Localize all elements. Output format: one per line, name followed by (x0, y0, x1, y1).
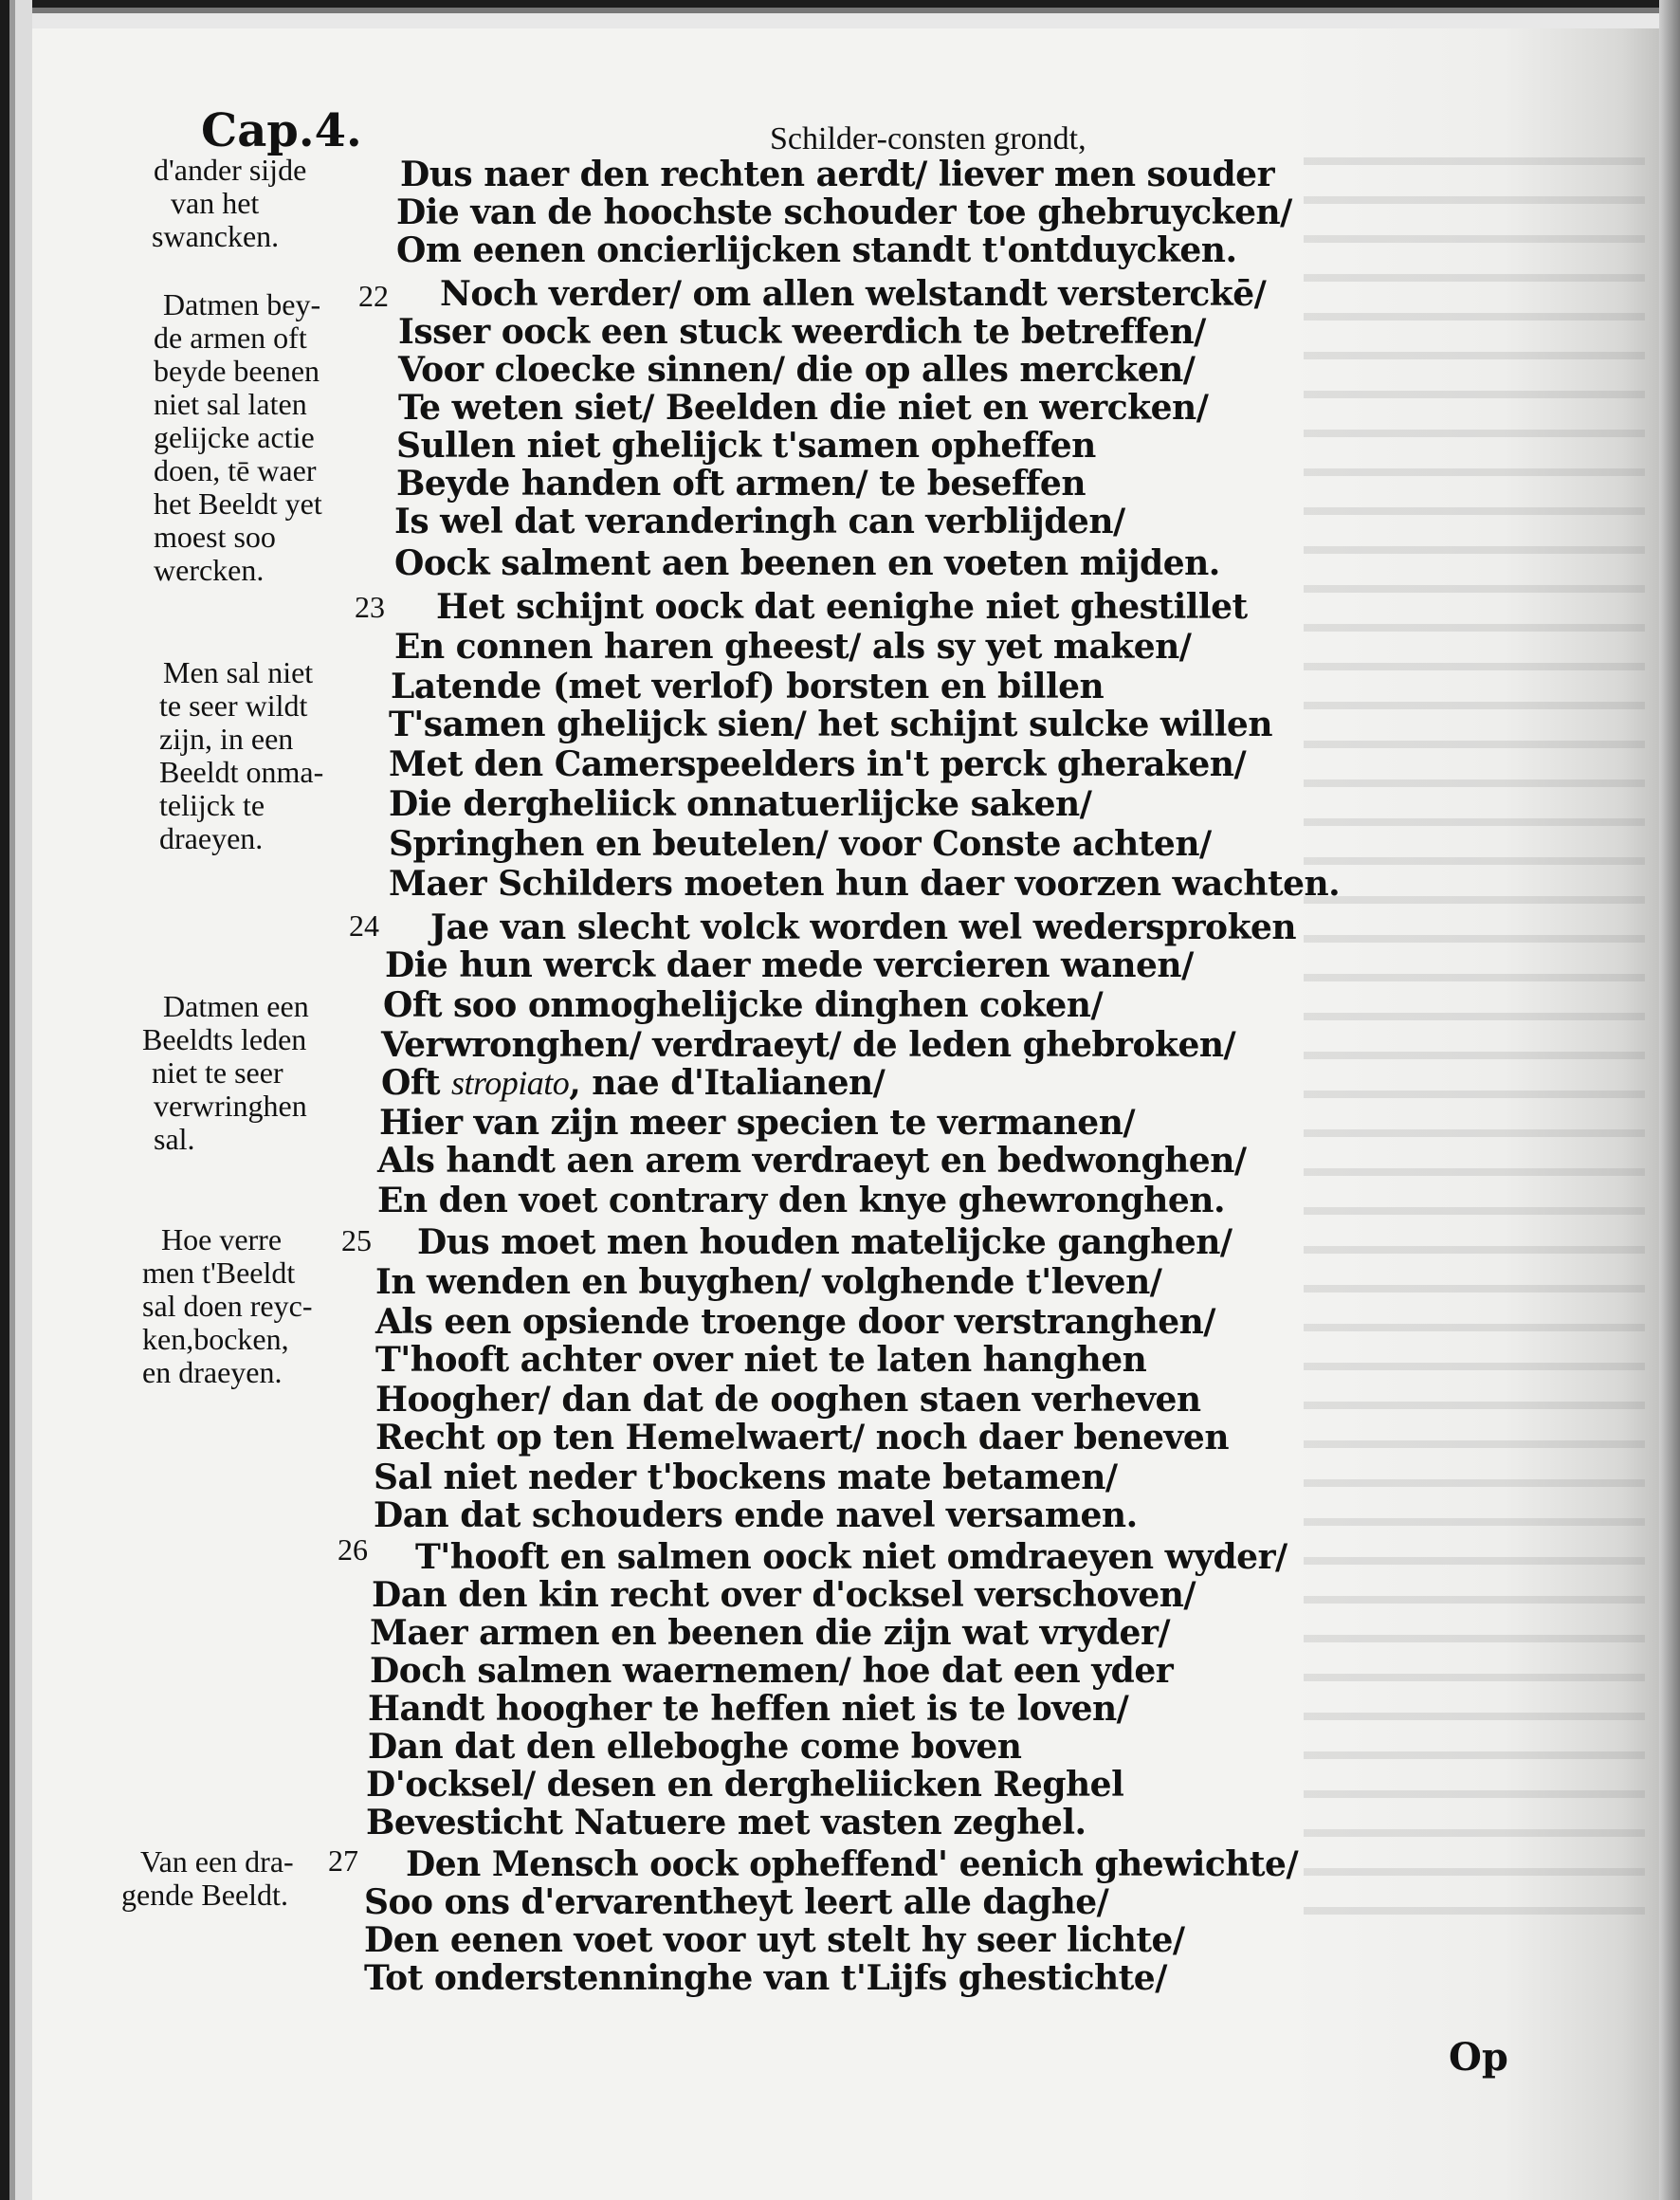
margin-note (154, 288, 381, 587)
margin-note-line: gelijcke actie (154, 420, 315, 454)
verse-line: Met den Camerspeelders in't perck gheraken/ (389, 744, 1247, 784)
verse-line: Soo ons d'ervarentheyt leert alle daghe/ (364, 1882, 1109, 1922)
margin-note-line: niet te seer (152, 1055, 283, 1090)
margin-note-line: Beeldts leden (142, 1022, 307, 1056)
chapter-heading: Cap.4. (201, 104, 362, 157)
verse-line: Oock salment aen beenen en voeten mijden. (394, 543, 1220, 583)
verse-line: Dus naer den rechten aerdt/ liever men souder (400, 155, 1275, 194)
verse-line: Hoogher/ dan dat de ooghen staen verheven (375, 1380, 1201, 1420)
margin-note-line: swancken. (152, 219, 280, 253)
italic-word: stropiato (451, 1064, 570, 1102)
margin-note-line: gende Beeldt. (121, 1878, 288, 1912)
margin-note-line: zijn, in een (159, 722, 294, 756)
verse-line: Isser oock een stuck weerdich te betreffen/ (398, 312, 1206, 352)
margin-note-line: d'ander sijde (154, 153, 307, 187)
margin-note-line: de armen oft (154, 321, 307, 355)
margin-note-line: Beeldt onma- (159, 755, 324, 789)
verse-line: T'samen ghelijck sien/ het schijnt sulcke willen (389, 705, 1272, 744)
margin-note (142, 1223, 370, 1389)
margin-note-line: het Beeldt yet (154, 486, 322, 521)
verse-line: Die hun werck daer mede vercieren wanen/ (385, 945, 1194, 985)
verse-line: D'ocksel/ desen en dergheliicken Reghel (366, 1765, 1124, 1805)
page-gutter-shadow (0, 0, 32, 2200)
catchword: Op (1449, 2035, 1508, 2080)
verse-line: Dus moet men houden matelijcke ganghen/ (417, 1222, 1233, 1262)
margin-note-line: draeyen. (159, 821, 264, 855)
verse-line: T'hooft achter over niet te laten hanghen (375, 1340, 1147, 1380)
facing-page-edge (1289, 28, 1680, 2200)
margin-note-line: Van een dra- (140, 1844, 294, 1879)
verse-line: Sal niet neder t'bockens mate betamen/ (374, 1458, 1118, 1497)
verse-line: Springhen en beutelen/ voor Conste achten/ (389, 824, 1212, 864)
margin-note-line: beyde beenen (154, 354, 320, 388)
stanza-number: 24 (349, 908, 379, 943)
margin-note (159, 656, 387, 855)
verse-line: Doch salmen waernemen/ hoe dat een yder (370, 1651, 1174, 1691)
margin-note-line: moest soo (154, 520, 276, 554)
verse-line: Recht op ten Hemelwaert/ noch daer beneven (375, 1418, 1229, 1458)
verse-line: Sullen niet ghelijck t'samen opheffen (396, 426, 1096, 466)
margin-note (152, 154, 379, 253)
margin-note-line: Hoe verre (161, 1222, 283, 1256)
verse-line: Is wel dat veranderingh can verblijden/ (394, 502, 1125, 541)
verse-line: Voor cloecke sinnen/ die op alles mercken/ (398, 350, 1196, 390)
verse-line: Het schijnt oock dat eenighe niet ghestillet (436, 587, 1248, 627)
verse-line: Dan dat den elleboghe come boven (368, 1727, 1022, 1767)
verse-line: T'hooft en salmen oock niet omdraeyen wyder/ (415, 1537, 1287, 1577)
verse-line: Latende (met verlof) borsten en billen (391, 667, 1105, 706)
verse-line: Maer Schilders moeten hun daer voorzen wachten. (389, 864, 1341, 904)
verse-line: Die dergheliick onnatuerlijcke saken/ (389, 784, 1092, 824)
margin-note-line: Datmen bey- (163, 287, 321, 321)
margin-note (142, 990, 370, 1156)
verse-line: En connen haren gheest/ als sy yet maken/ (394, 627, 1192, 667)
verse-line: Als een opsiende troenge door verstranghen/ (375, 1302, 1215, 1342)
verse-line: Handt hoogher te heffen niet is te loven/ (368, 1689, 1129, 1729)
margin-note-line: van het (171, 186, 260, 220)
verse-line: Oft soo onmoghelijcke dinghen coken/ (383, 985, 1104, 1025)
verse-line: Om eenen oncierlijcken standt t'ontduycken. (396, 230, 1237, 270)
stanza-number: 23 (355, 590, 385, 624)
margin-note (121, 1845, 349, 1912)
margin-note-line: sal doen reyc- (142, 1289, 313, 1323)
verse-line: Dan dat schouders ende navel versamen. (374, 1495, 1138, 1535)
margin-note-line: Men sal niet (163, 655, 314, 689)
verse-line: Noch verder/ om allen welstandt versterckē/ (440, 274, 1267, 314)
verse-line: Bevesticht Natuere met vasten zeghel. (366, 1803, 1087, 1842)
margin-note-line: niet sal laten (154, 387, 307, 421)
stanza-number: 25 (341, 1223, 372, 1257)
stanza-number: 22 (358, 279, 389, 313)
margin-note-line: ken,bocken, (142, 1322, 289, 1356)
margin-note-line: Datmen een (163, 989, 309, 1023)
margin-note-line: verwringhen (154, 1089, 307, 1123)
verse-line: Verwronghen/ verdraeyt/ de leden ghebroken/ (381, 1025, 1236, 1065)
verse-line: Te weten siet/ Beelden die niet en wercken/ (398, 388, 1209, 428)
verse-line: Jae van slecht volck worden wel wedersproken (430, 908, 1297, 947)
verse-line: Den eenen voet voor uyt stelt hy seer lichte/ (364, 1920, 1185, 1960)
margin-note-line: wercken. (154, 553, 265, 587)
page-top-edge (32, 0, 1680, 28)
verse-line: Die van de hoochste schouder toe ghebruycken/ (396, 192, 1292, 232)
verse-line: Dan den kin recht over d'ocksel verschoven/ (372, 1575, 1196, 1615)
margin-note-line: telijck te (159, 788, 265, 822)
verse-line: Den Mensch oock opheffend' eenich ghewichte/ (406, 1844, 1299, 1884)
margin-note-line: en draeyen. (142, 1355, 283, 1389)
verse-line: Hier van zijn meer specien te vermanen/ (379, 1103, 1136, 1143)
book-right-edge (1659, 0, 1680, 2200)
margin-note-line: men t'Beeldt (142, 1256, 296, 1290)
verse-line: Oft stropiato, nae d'Italianen/ (381, 1063, 886, 1103)
margin-note-line: sal. (154, 1122, 195, 1156)
verse-line: Tot onderstenninghe van t'Lijfs ghestichte/ (364, 1958, 1167, 1998)
verse-line: En den voet contrary den knye ghewronghen. (377, 1181, 1225, 1220)
margin-note-line: doen, tē waer (154, 453, 317, 487)
verse-line: Maer armen en beenen die zijn wat vryder/ (370, 1613, 1171, 1653)
running-title: Schilder-consten grondt, (770, 121, 1087, 156)
verse-line: Beyde handen oft armen/ te beseffen (396, 464, 1086, 504)
stanza-number: 26 (338, 1532, 368, 1567)
margin-note-line: te seer wildt (159, 688, 308, 723)
verse-line: In wenden en buyghen/ volghende t'leven/ (375, 1262, 1162, 1302)
stanza-number: 27 (328, 1843, 358, 1878)
verse-line: Als handt aen arem verdraeyt en bedwonghen/ (377, 1141, 1247, 1181)
